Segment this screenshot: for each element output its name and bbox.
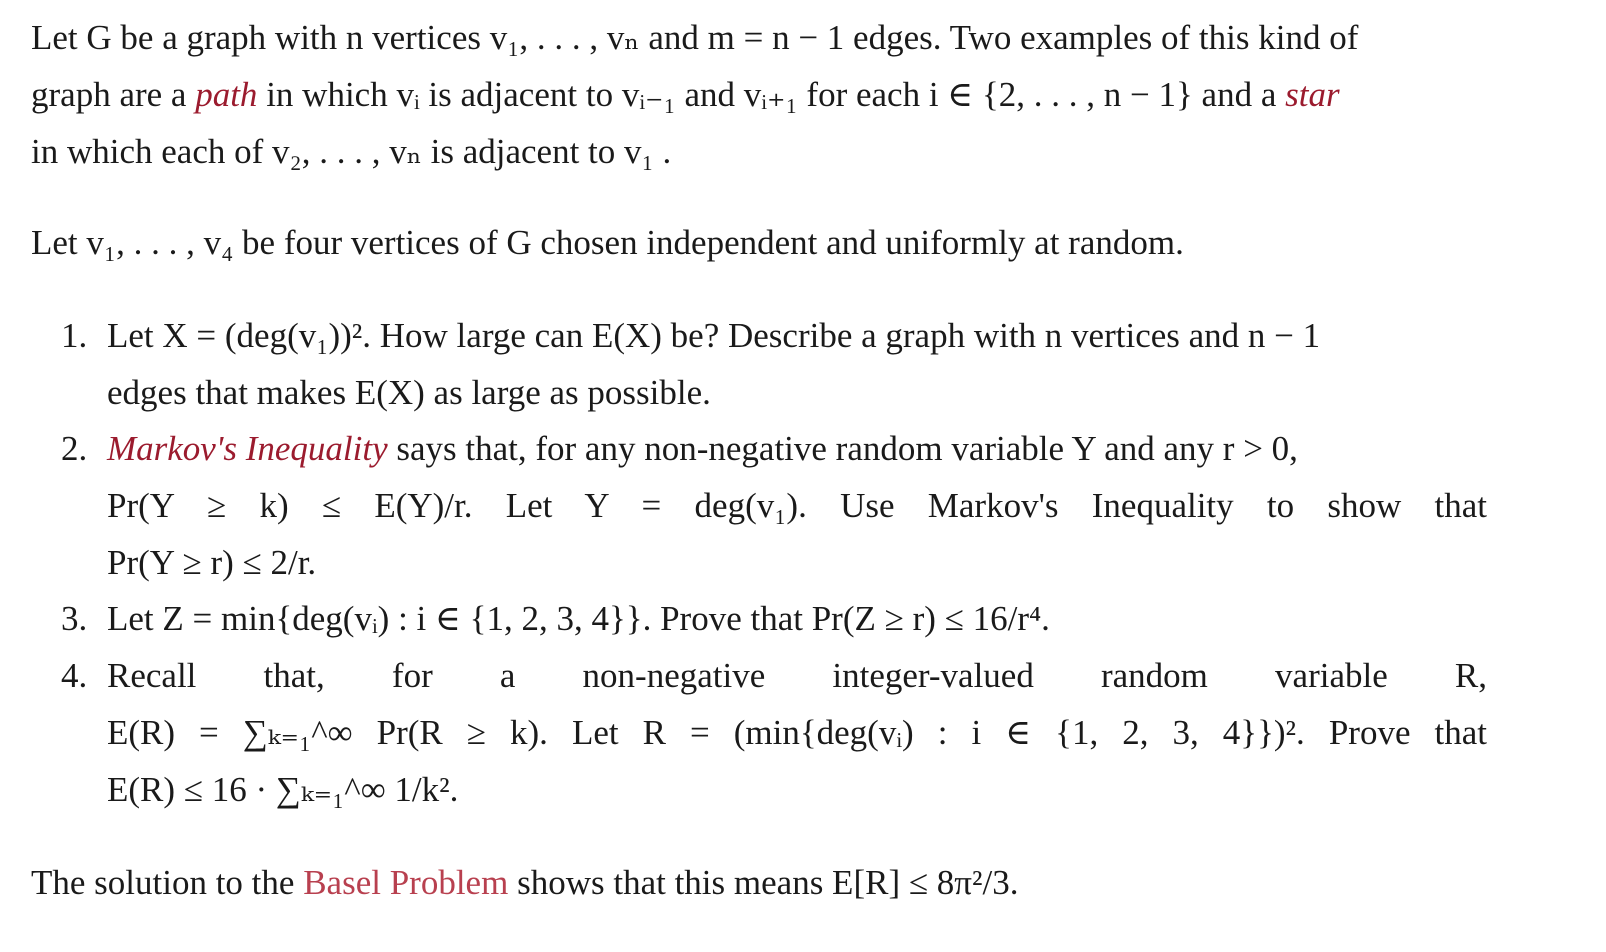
item-4-line-1: Recall that, for a non-negative integer-valued random variable R, [107, 656, 1487, 695]
intro-paragraph [31, 9, 1358, 180]
intro-line-2-pre: graph are a [31, 75, 196, 114]
conclusion-pre: The solution to the [31, 863, 304, 902]
intro-line-2 [31, 66, 1358, 123]
item-number: 1. [61, 316, 88, 355]
item-2-line-1 [107, 420, 1487, 477]
item-body [107, 590, 1487, 647]
path-link[interactable]: path [195, 75, 258, 114]
item-1-line-1: Let X = (deg(v₁))². How large can E(X) be? Describe a graph with n vertices and n − 1 [107, 316, 1321, 355]
item-1-line-2: edges that makes E(X) as large as possible. [107, 373, 711, 412]
conclusion-paragraph [31, 854, 1018, 911]
item-body [107, 647, 1487, 818]
intro-line-2-mid: in which vᵢ is adjacent to vᵢ₋₁ and vᵢ₊₁ for each i ∈ {2, . . . , n − 1} and a [257, 75, 1286, 114]
setup-paragraph [31, 214, 1184, 271]
item-2-line-1-rest: says that, for any non-negative random variable Y and any r > 0, [387, 429, 1298, 468]
item-number: 2. [61, 429, 88, 468]
star-link[interactable]: star [1285, 75, 1340, 114]
item-3-line-1: Let Z = min{deg(vᵢ) : i ∈ {1, 2, 3, 4}}. Prove that Pr(Z ≥ r) ≤ 16/r⁴. [107, 599, 1050, 638]
basel-problem-link[interactable]: Basel Problem [303, 863, 509, 902]
intro-line-1: Let G be a graph with n vertices v₁, . . . , vₙ and m = n − 1 edges. Two examples of this kind of [31, 18, 1359, 57]
item-body [107, 420, 1487, 591]
item-4-line-2: E(R) = ∑ₖ₌₁^∞ Pr(R ≥ k). Let R = (min{deg(vᵢ) : i ∈ {1, 2, 3, 4}})². Prove that [107, 713, 1487, 752]
item-number: 4. [61, 656, 88, 695]
setup-text: Let v₁, . . . , v₄ be four vertices of G chosen independent and uniformly at random. [31, 223, 1184, 262]
conclusion-post: shows that this means E[R] ≤ 8π²/3. [508, 863, 1019, 902]
markov-inequality-link[interactable]: Markov's Inequality [107, 429, 388, 468]
item-2-line-2: Pr(Y ≥ k) ≤ E(Y)/r. Let Y = deg(v₁). Use Markov's Inequality to show that [107, 486, 1487, 525]
item-body [107, 307, 1487, 421]
item-number: 3. [61, 599, 88, 638]
item-2-line-3: Pr(Y ≥ r) ≤ 2/r. [107, 543, 317, 582]
conclusion-line [31, 854, 1018, 911]
intro-line-3: in which each of v₂, . . . , vₙ is adjacent to v₁ . [31, 132, 672, 171]
item-4-line-3: E(R) ≤ 16 · ∑ₖ₌₁^∞ 1/k². [107, 770, 459, 809]
